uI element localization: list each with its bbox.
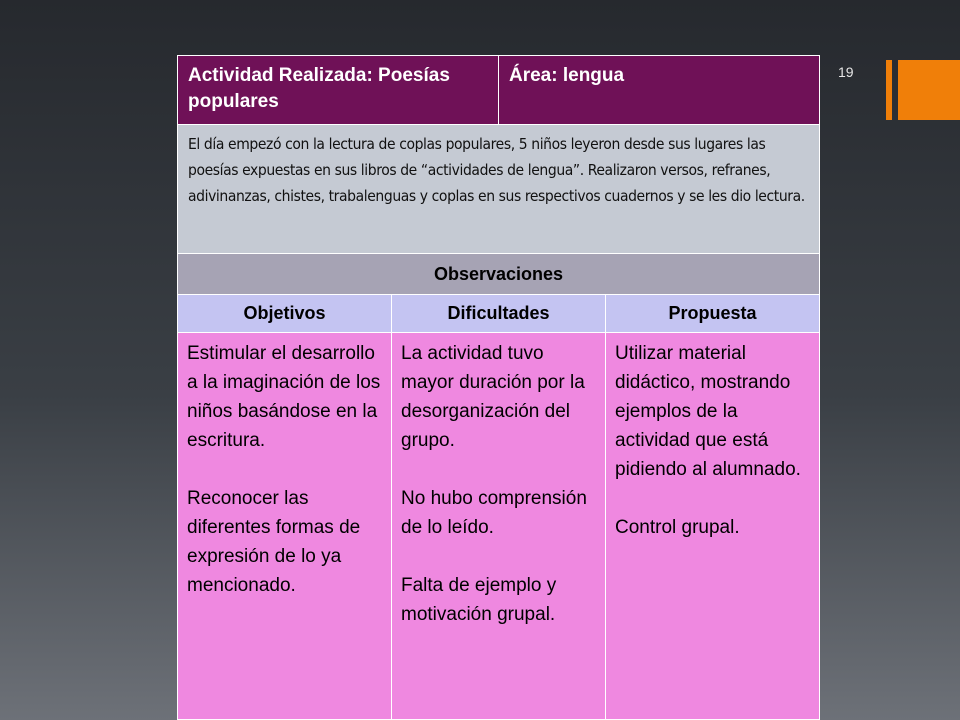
column-header-dificultades: Dificultades bbox=[392, 295, 606, 333]
activity-description: El día empezó con la lectura de coplas populares, 5 niños leyeron desde sus lugares las poesías expuestas en sus libros de “actividades de lengua”. Realizaron versos, refranes, adivinanzas, chistes, trabalenguas y coplas en sus respectivos cuadernos y se les dio lectura. bbox=[178, 125, 820, 254]
propuesta-cell bbox=[606, 333, 820, 720]
area-header: Área: lengua bbox=[499, 56, 820, 125]
propuesta-item: Control grupal. bbox=[615, 517, 740, 538]
activity-header: Actividad Realizada: Poesías populares bbox=[178, 56, 499, 125]
objetivo-item: Estimular el desarrollo a la imaginación de los niños basándose en la escritura. bbox=[187, 343, 381, 451]
activity-table bbox=[177, 55, 820, 720]
dificultades-cell bbox=[392, 333, 606, 720]
objetivo-item: Reconocer las diferentes formas de expresión de lo ya mencionado. bbox=[187, 488, 361, 596]
accent-bar-thin bbox=[886, 60, 892, 120]
dificultad-item: Falta de ejemplo y motivación grupal. bbox=[401, 575, 557, 625]
dificultad-item: No hubo comprensión de lo leído. bbox=[401, 488, 587, 538]
accent-bar-block bbox=[898, 60, 960, 120]
observations-heading: Observaciones bbox=[178, 254, 820, 295]
column-header-propuesta: Propuesta bbox=[606, 295, 820, 333]
propuesta-item: Utilizar material didáctico, mostrando ejemplos de la actividad que está pidiendo al alumnado. bbox=[615, 343, 801, 480]
objetivos-cell bbox=[178, 333, 392, 720]
dificultad-item: La actividad tuvo mayor duración por la desorganización del grupo. bbox=[401, 343, 585, 451]
slide-number: 19 bbox=[838, 64, 854, 80]
column-header-objetivos: Objetivos bbox=[178, 295, 392, 333]
